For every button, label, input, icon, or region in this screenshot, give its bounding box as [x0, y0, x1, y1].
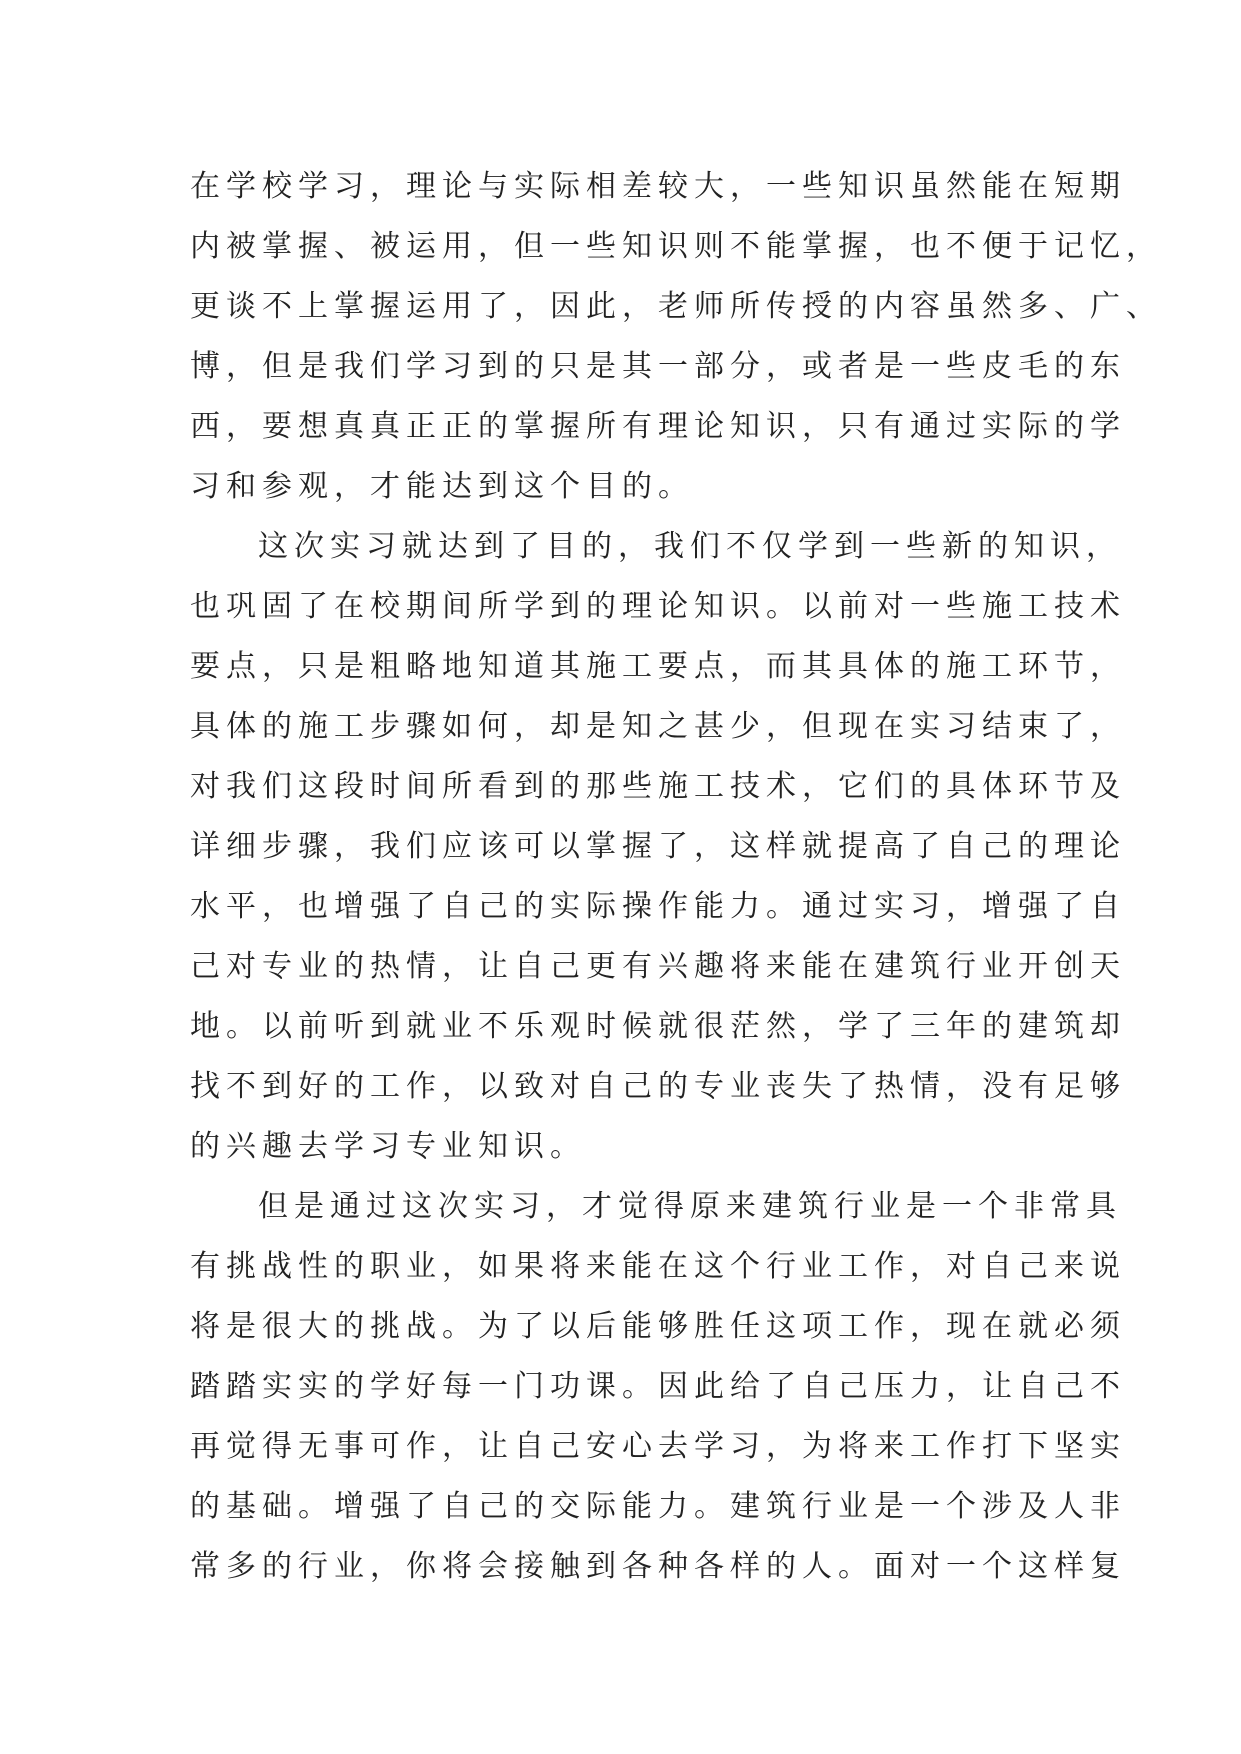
text-line: 对我们这段时间所看到的那些施工技术，它们的具体环节及	[190, 769, 1126, 804]
text-line: 常多的行业，你将会接触到各种各样的人。面对一个这样复	[190, 1549, 1126, 1584]
text-line: 西，要想真真正正的掌握所有理论知识，只有通过实际的学	[190, 409, 1126, 444]
paragraph-first-line: 但是通过这次实习，才觉得原来建筑行业是一个非常具	[258, 1189, 1122, 1224]
body-text	[190, 157, 1162, 1597]
text-line: 再觉得无事可作，让自己安心去学习，为将来工作打下坚实	[190, 1429, 1126, 1464]
text-line: 内被掌握、被运用，但一些知识则不能掌握，也不便于记忆，	[190, 229, 1162, 264]
text-line: 水平，也增强了自己的实际操作能力。通过实习，增强了自	[190, 889, 1126, 924]
text-line: 详细步骤，我们应该可以掌握了，这样就提高了自己的理论	[190, 829, 1126, 864]
text-line: 更谈不上掌握运用了，因此，老师所传授的内容虽然多、广、	[190, 289, 1162, 324]
text-line: 要点，只是粗略地知道其施工要点，而其具体的施工环节，	[190, 649, 1126, 684]
text-line: 在学校学习，理论与实际相差较大，一些知识虽然能在短期	[190, 169, 1126, 204]
text-line: 习和参观，才能达到这个目的。	[190, 469, 694, 504]
text-line: 的基础。增强了自己的交际能力。建筑行业是一个涉及人非	[190, 1489, 1126, 1524]
paragraph-first-line: 这次实习就达到了目的，我们不仅学到一些新的知识，	[258, 529, 1122, 564]
text-line: 己对专业的热情，让自己更有兴趣将来能在建筑行业开创天	[190, 949, 1126, 984]
text-line: 找不到好的工作，以致对自己的专业丧失了热情，没有足够	[190, 1069, 1126, 1104]
text-line: 具体的施工步骤如何，却是知之甚少，但现在实习结束了，	[190, 709, 1126, 744]
text-line: 的兴趣去学习专业知识。	[190, 1129, 586, 1164]
text-line: 踏踏实实的学好每一门功课。因此给了自己压力，让自己不	[190, 1369, 1126, 1404]
text-line: 博，但是我们学习到的只是其一部分，或者是一些皮毛的东	[190, 349, 1126, 384]
text-line: 有挑战性的职业，如果将来能在这个行业工作，对自己来说	[190, 1249, 1126, 1284]
text-line: 将是很大的挑战。为了以后能够胜任这项工作，现在就必须	[190, 1309, 1126, 1344]
text-line: 地。以前听到就业不乐观时候就很茫然，学了三年的建筑却	[190, 1009, 1126, 1044]
text-line: 也巩固了在校期间所学到的理论知识。以前对一些施工技术	[190, 589, 1126, 624]
